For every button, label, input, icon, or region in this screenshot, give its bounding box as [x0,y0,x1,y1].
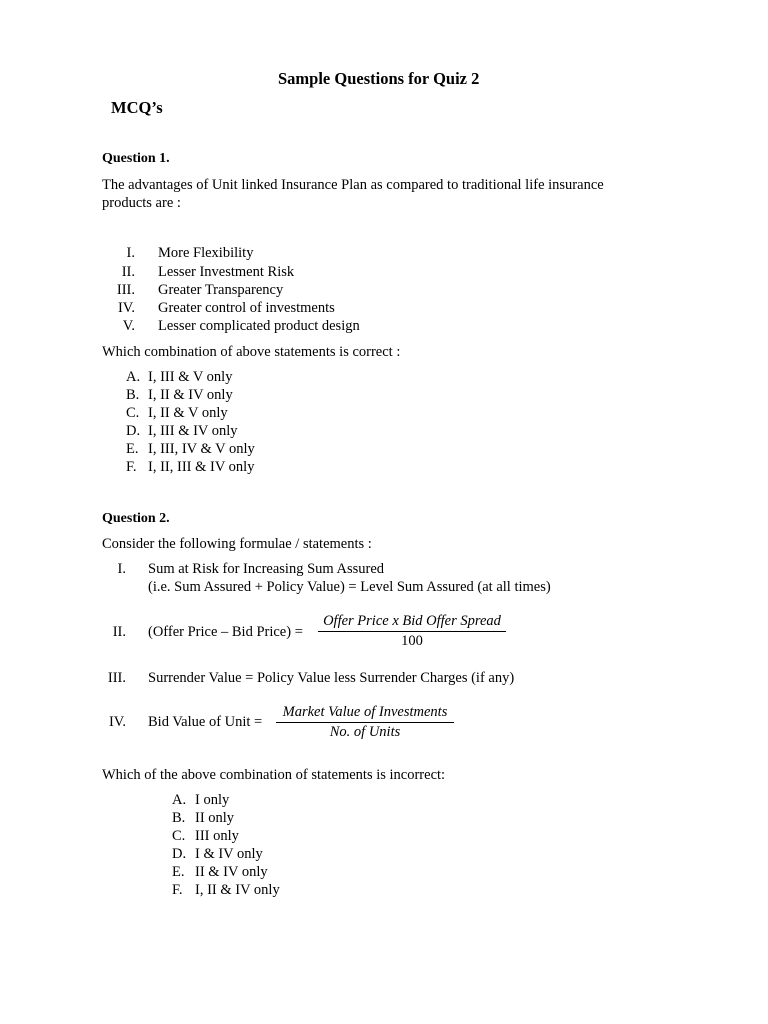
option-letter: E. [172,864,185,880]
option-text: I, II, III & IV only [148,459,255,475]
option-text: I, III & IV only [148,423,238,439]
fraction-denominator: No. of Units [329,724,401,740]
option-letter: B. [172,810,186,826]
statement-text: Lesser Investment Risk [158,264,295,280]
formula-fraction [276,704,454,741]
statement-number: IV. [117,300,135,316]
statement-number: II. [112,624,126,640]
question-1-heading: Question 1. [102,151,170,166]
option-letter: C. [126,405,140,421]
page-title: Sample Questions for Quiz 2 [278,69,480,88]
statement-number: II. [121,264,135,280]
option-letter: D. [172,846,187,862]
option-text: I, II & IV only [148,387,233,403]
formula-fraction [318,613,506,650]
statement-number: V. [122,318,135,334]
option-letter: A. [126,369,141,385]
question-1-intro-line1: The advantages of Unit linked Insurance Plan as compared to traditional life insurance [102,177,604,193]
option-letter: F. [126,459,137,475]
question-1-intro-line2: products are : [102,195,181,211]
statement-text: Greater Transparency [158,282,284,298]
option-text: II & IV only [195,864,268,880]
statement-number: IV. [108,714,126,730]
option-text: I, III & V only [148,369,233,385]
option-text: I only [195,792,230,808]
statement-text: Greater control of investments [158,300,335,316]
option-text: I, II & IV only [195,882,280,898]
option-text: I & IV only [195,846,263,862]
formula-lhs: (Offer Price – Bid Price) = [148,624,303,640]
fraction-numerator: Market Value of Investments [276,704,454,723]
option-letter: C. [172,828,186,844]
statement-text: More Flexibility [158,245,254,261]
question-2-prompt: Which of the above combination of statements is incorrect: [102,767,446,783]
option-letter: B. [126,387,140,403]
statement-line1: Sum at Risk for Increasing Sum Assured [148,561,385,577]
option-letter: F. [172,882,183,898]
statement-number: III. [107,670,126,686]
option-text: I, III, IV & V only [148,441,255,457]
fraction-numerator: Offer Price x Bid Offer Spread [318,613,506,632]
question-1-prompt: Which combination of above statements is correct : [102,344,401,360]
statement-text: Surrender Value = Policy Value less Surrender Charges (if any) [148,670,515,686]
option-text: III only [195,828,239,844]
option-letter: E. [126,441,139,457]
question-2-heading: Question 2. [102,511,170,526]
option-text: I, II & V only [148,405,228,421]
statement-line2: (i.e. Sum Assured + Policy Value) = Level Sum Assured (at all times) [148,579,551,595]
fraction-denominator: 100 [401,633,423,649]
section-heading: MCQ’s [111,98,163,117]
statement-number: III. [116,282,135,298]
option-text: II only [195,810,235,826]
question-2-intro: Consider the following formulae / statements : [102,536,372,552]
formula-lhs: Bid Value of Unit = [148,714,263,730]
option-letter: A. [172,792,187,808]
statement-number: I. [126,245,135,261]
option-letter: D. [126,423,141,439]
statement-text: Lesser complicated product design [158,318,360,334]
statement-number: I. [117,561,126,577]
